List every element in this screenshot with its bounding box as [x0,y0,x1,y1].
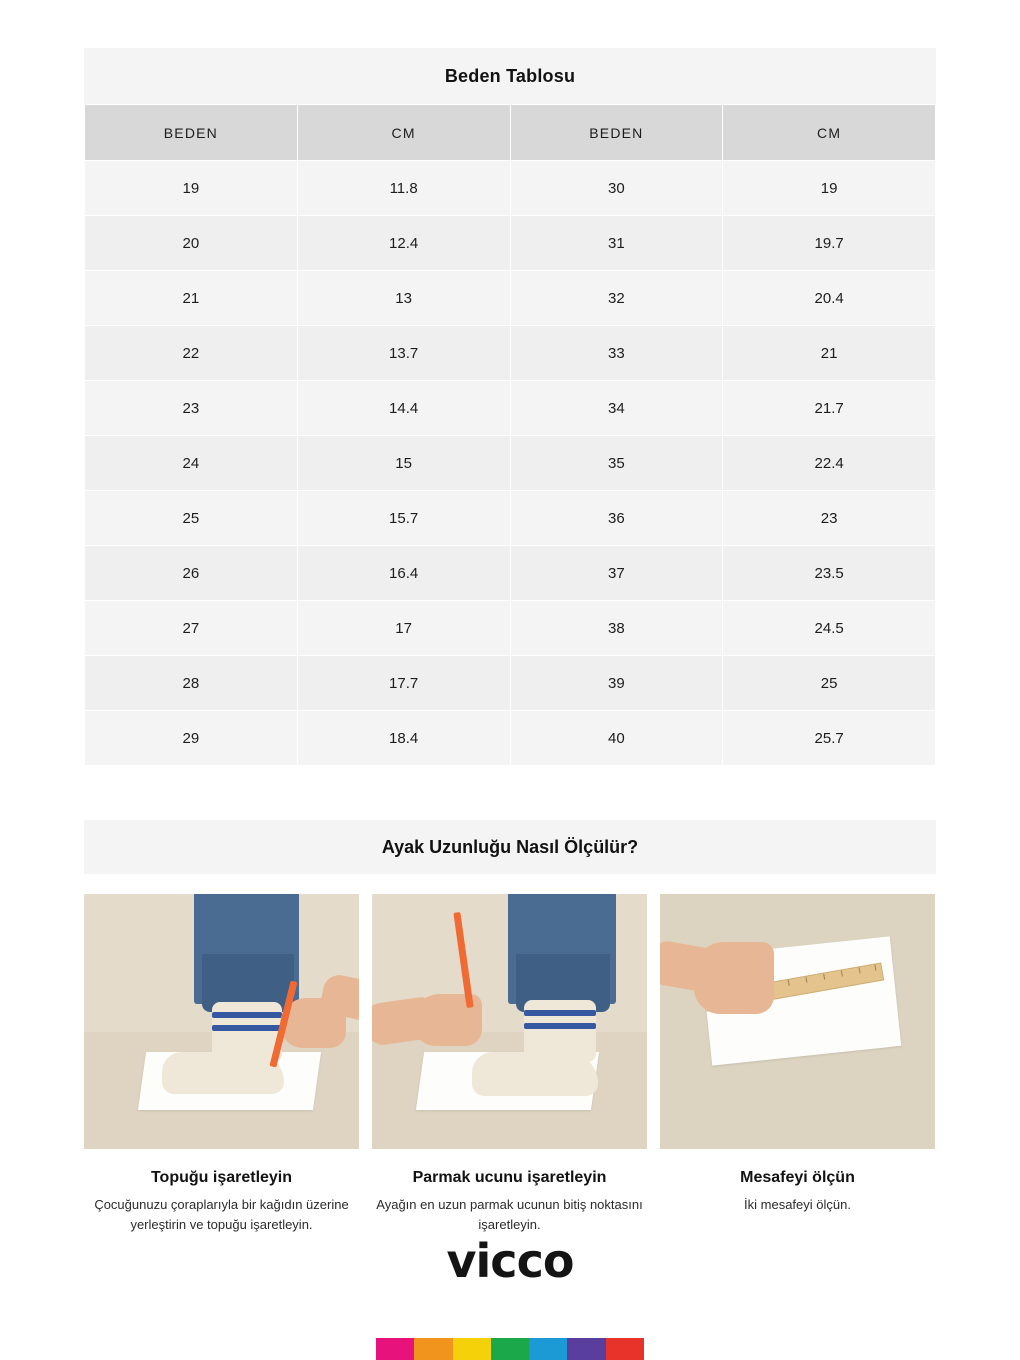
step-3-heading: Mesafeyi ölçün [740,1169,855,1186]
table-cell: 11.8 [297,161,510,216]
table-cell: 12.4 [297,216,510,271]
table-header-row [85,105,936,161]
table-row [85,326,936,381]
table-cell: 21.7 [723,381,936,436]
table-cell: 33 [510,326,723,381]
table-row [85,381,936,436]
table-cell: 22 [85,326,298,381]
table-cell: 21 [723,326,936,381]
table-cell: 22.4 [723,436,936,491]
size-chart-title-bar [84,48,936,104]
table-cell: 23 [85,381,298,436]
step-1-description: Çocuğunuzu çoraplarıyla bir kağıdın üzerine yerleştirin ve topuğu işaretleyin. [94,1197,349,1232]
table-cell: 20 [85,216,298,271]
table-cell: 25 [85,491,298,546]
table-cell: 21 [85,271,298,326]
table-cell: 26 [85,546,298,601]
table-cell: 34 [510,381,723,436]
table-cell: 13 [297,271,510,326]
toe-marking-photo [372,894,647,1149]
table-cell: 24.5 [723,601,936,656]
table-cell: 25 [723,656,936,711]
table-row [85,216,936,271]
distance-measuring-photo [660,894,935,1149]
heel-marking-photo [84,894,359,1149]
table-cell: 32 [510,271,723,326]
table-cell: 28 [85,656,298,711]
brand-logo: vicco [446,1234,574,1288]
table-row [85,546,936,601]
step-2-heading: Parmak ucunu işaretleyin [412,1169,607,1186]
color-bar-segment [491,1338,529,1360]
size-table [84,104,936,766]
step-2-description: Ayağın en uzun parmak ucunun bitiş noktasını işaretleyin. [376,1197,643,1232]
column-header-cm-1: CM [297,105,510,161]
table-cell: 17 [297,601,510,656]
table-cell: 23.5 [723,546,936,601]
table-row [85,271,936,326]
table-cell: 20.4 [723,271,936,326]
table-row [85,161,936,216]
color-bar-segment [606,1338,644,1360]
table-cell: 39 [510,656,723,711]
how-to-measure-title-bar [84,820,936,874]
color-bar-segment [376,1338,414,1360]
table-cell: 24 [85,436,298,491]
table-cell: 18.4 [297,711,510,766]
size-chart-section [84,48,936,766]
table-cell: 14.4 [297,381,510,436]
table-cell: 40 [510,711,723,766]
table-cell: 36 [510,491,723,546]
table-cell: 31 [510,216,723,271]
table-row [85,656,936,711]
column-header-beden-1: BEDEN [85,105,298,161]
table-cell: 15 [297,436,510,491]
table-cell: 29 [85,711,298,766]
table-cell: 23 [723,491,936,546]
color-bar-segment [414,1338,452,1360]
table-cell: 19 [85,161,298,216]
table-cell: 27 [85,601,298,656]
step-1-heading: Topuğu işaretleyin [150,1169,293,1186]
color-bar-segment [453,1338,491,1360]
table-row [85,436,936,491]
color-bar-segment [567,1338,605,1360]
column-header-beden-2: BEDEN [510,105,723,161]
table-row [85,601,936,656]
table-cell: 15.7 [297,491,510,546]
color-bar-segment [529,1338,567,1360]
steps-row [84,894,936,1234]
table-cell: 13.7 [297,326,510,381]
step-3 [660,894,935,1234]
table-cell: 16.4 [297,546,510,601]
table-cell: 30 [510,161,723,216]
table-cell: 37 [510,546,723,601]
step-1 [84,894,359,1234]
how-to-measure-title: Ayak Uzunluğu Nasıl Ölçülür? [381,836,639,857]
column-header-cm-2: CM [723,105,936,161]
step-2 [372,894,647,1234]
table-cell: 38 [510,601,723,656]
table-row [85,711,936,766]
table-row [85,491,936,546]
table-cell: 25.7 [723,711,936,766]
how-to-measure-section [84,820,936,1234]
step-3-description: İki mesafeyi ölçün. [744,1197,851,1212]
table-cell: 17.7 [297,656,510,711]
page-title: Beden Tablosu [444,65,576,86]
table-cell: 35 [510,436,723,491]
table-cell: 19 [723,161,936,216]
brand-color-bar [376,1338,644,1360]
table-cell: 19.7 [723,216,936,271]
